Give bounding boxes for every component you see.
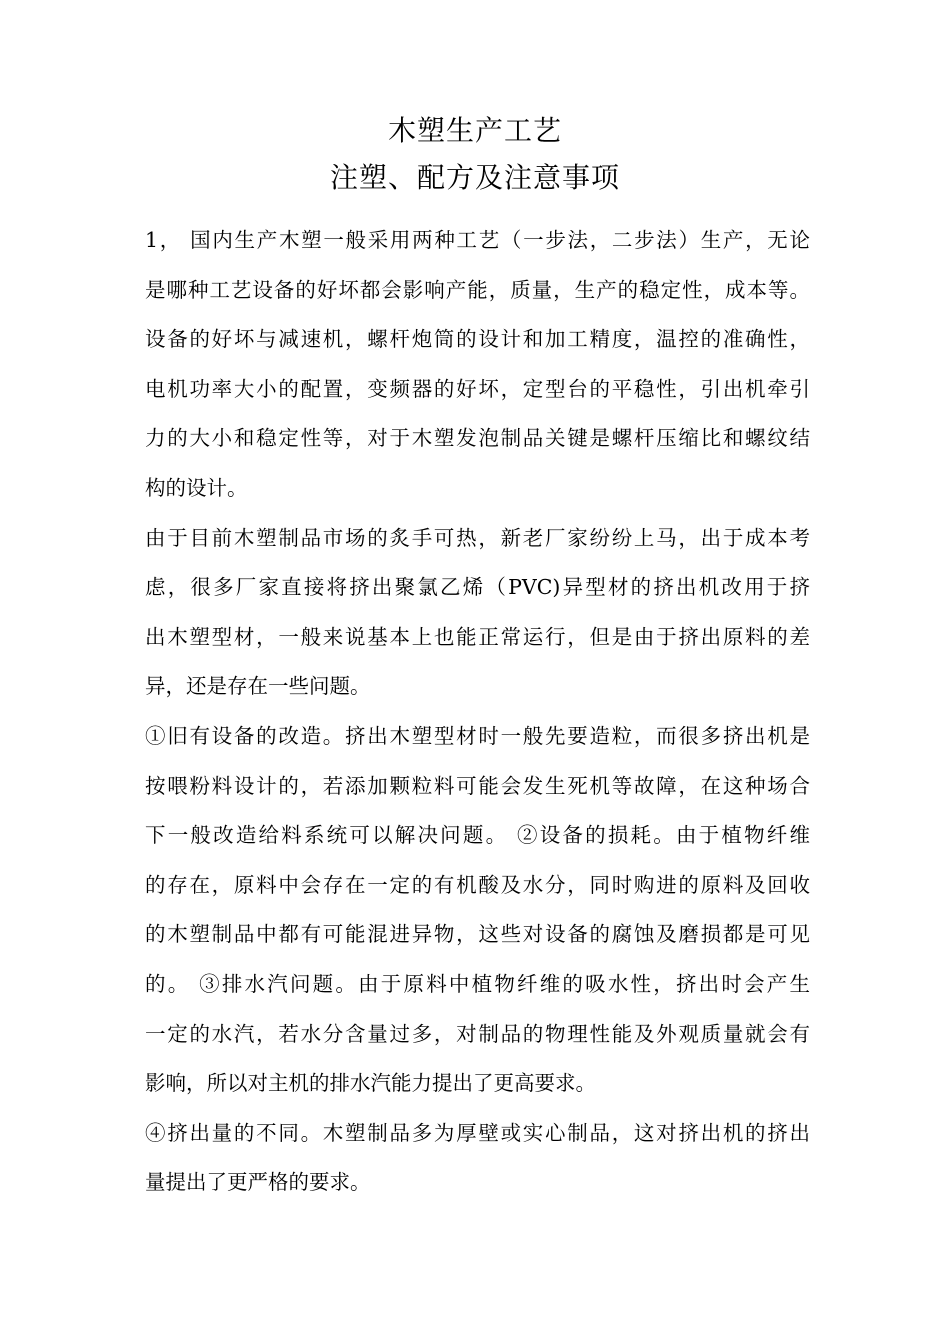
body-line: 按喂粉料设计的，若添加颗粒料可能会发生死机等故障，在这种场合 xyxy=(145,773,810,798)
body-line: 影响，所以对主机的排水汽能力提出了更高要求。 xyxy=(145,1071,596,1096)
body-line: 由于目前木塑制品市场的炙手可热，新老厂家纷纷上马，出于成本考 xyxy=(145,525,810,550)
body-line: 下一般改造给料系统可以解决问题。 ②设备的损耗。由于植物纤维 xyxy=(145,823,810,848)
body-line: 是哪种工艺设备的好坏都会影响产能，质量，生产的稳定性，成本等。 xyxy=(145,277,810,302)
document-body xyxy=(145,216,810,1208)
body-line: 力的大小和稳定性等，对于木塑发泡制品关键是螺杆压缩比和螺纹结 xyxy=(145,426,810,451)
body-line: 电机功率大小的配置，变频器的好坏，定型台的平稳性，引出机牵引 xyxy=(145,376,810,401)
body-line: 出木塑型材，一般来说基本上也能正常运行，但是由于挤出原料的差 xyxy=(145,624,810,649)
body-line: 1， 国内生产木塑一般采用两种工艺（一步法，二步法）生产，无论 xyxy=(145,228,810,252)
body-line: 一定的水汽，若水分含量过多，对制品的物理性能及外观质量就会有 xyxy=(145,1021,810,1046)
body-line: ①旧有设备的改造。挤出木塑型材时一般先要造粒，而很多挤出机是 xyxy=(145,723,810,748)
body-line: 异，还是存在一些问题。 xyxy=(145,674,371,699)
body-line: ④挤出量的不同。木塑制品多为厚壁或实心制品，这对挤出机的挤出 xyxy=(145,1120,810,1145)
body-line: 的。 ③排水汽问题。由于原料中植物纤维的吸水性，挤出时会产生 xyxy=(145,971,810,996)
body-line: 的木塑制品中都有可能混进异物，这些对设备的腐蚀及磨损都是可见 xyxy=(145,922,810,947)
body-line: 构的设计。 xyxy=(145,475,248,500)
body-line: 量提出了更严格的要求。 xyxy=(145,1170,371,1195)
document-title: 木塑生产工艺 xyxy=(387,114,562,147)
body-line: 的存在，原料中会存在一定的有机酸及水分，同时购进的原料及回收 xyxy=(145,872,810,897)
document-subtitle: 注塑、配方及注意事项 xyxy=(329,161,620,194)
body-line: 虑，很多厂家直接将挤出聚氯乙烯（PVC)异型材的挤出机改用于挤 xyxy=(145,575,810,600)
body-line: 设备的好坏与减速机，螺杆炮筒的设计和加工精度，温控的准确性， xyxy=(145,327,810,352)
